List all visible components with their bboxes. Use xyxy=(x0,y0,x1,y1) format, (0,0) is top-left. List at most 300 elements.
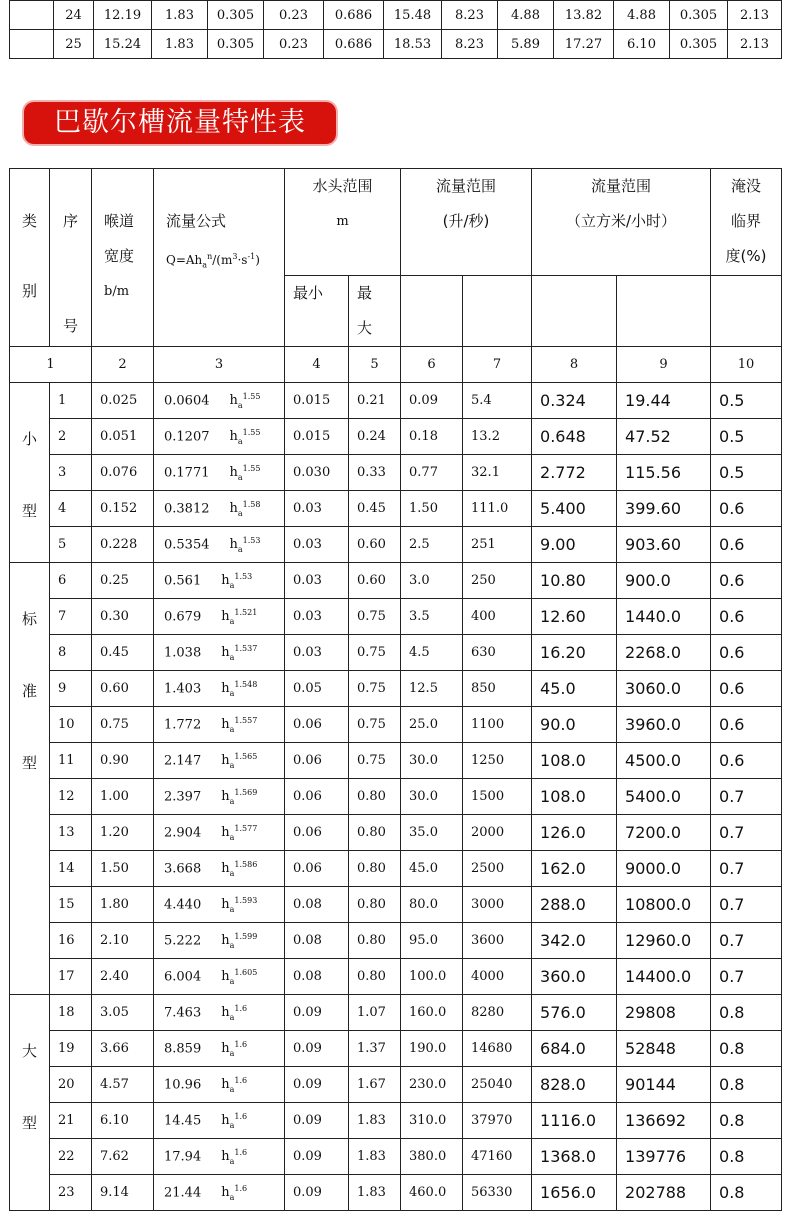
table-row xyxy=(10,455,782,491)
flow-ls-min: 100.0 xyxy=(401,959,463,995)
top-table-cell: 4.88 xyxy=(614,1,670,30)
flow-ls-max: 8280 xyxy=(463,995,532,1031)
header-category: 类 别 xyxy=(10,169,50,347)
column-number-row xyxy=(10,347,782,383)
header-head-max: 最 大 xyxy=(349,276,401,347)
top-table-cell: 12.19 xyxy=(94,1,152,30)
head-min: 0.09 xyxy=(285,1067,349,1103)
flow-ls-max: 111.0 xyxy=(463,491,532,527)
flow-m3h-max: 4500.0 xyxy=(617,743,711,779)
flow-ls-min: 12.5 xyxy=(401,671,463,707)
flow-formula: 0.1207 $h_a^{1.55}$ xyxy=(154,419,285,455)
flow-m3h-min: 108.0 xyxy=(532,743,617,779)
head-max: 0.60 xyxy=(349,527,401,563)
table-row xyxy=(10,383,782,419)
flow-formula: 5.222 $h_a^{1.599}$ xyxy=(154,923,285,959)
table-row xyxy=(10,959,782,995)
row-number: 15 xyxy=(50,887,92,923)
flow-ls-max: 850 xyxy=(463,671,532,707)
flow-ls-max: 3000 xyxy=(463,887,532,923)
table-row xyxy=(10,995,782,1031)
head-max: 0.80 xyxy=(349,887,401,923)
row-number: 7 xyxy=(50,599,92,635)
table-row xyxy=(10,1175,782,1211)
head-min: 0.09 xyxy=(285,1139,349,1175)
top-table-cell: 0.305 xyxy=(208,30,264,59)
flow-m3h-min: 45.0 xyxy=(532,671,617,707)
head-min: 0.08 xyxy=(285,923,349,959)
throat-width: 0.076 xyxy=(92,455,154,491)
throat-width: 6.10 xyxy=(92,1103,154,1139)
head-max: 0.80 xyxy=(349,959,401,995)
header-head-range: 水头范围 m xyxy=(285,169,401,276)
header-formula: 流量公式 $Q=Ah_a^n/(m^3\cdot s^{-1})$ xyxy=(154,169,285,347)
header-blank xyxy=(532,276,617,347)
flow-ls-max: 400 xyxy=(463,599,532,635)
category-cell xyxy=(10,563,50,995)
top-table-cell: 0.686 xyxy=(324,1,384,30)
flow-ls-max: 32.1 xyxy=(463,455,532,491)
flow-ls-max: 14680 xyxy=(463,1031,532,1067)
submerge-ratio: 0.7 xyxy=(711,815,782,851)
head-max: 0.75 xyxy=(349,599,401,635)
header-flow-ls: 流量范围 (升/秒) xyxy=(401,169,532,276)
throat-width: 2.40 xyxy=(92,959,154,995)
flow-formula: 0.561 $h_a^{1.53}$ xyxy=(154,563,285,599)
flow-formula: 1.772 $h_a^{1.557}$ xyxy=(154,707,285,743)
row-number: 18 xyxy=(50,995,92,1031)
flow-m3h-min: 16.20 xyxy=(532,635,617,671)
submerge-ratio: 0.8 xyxy=(711,1139,782,1175)
throat-width: 3.66 xyxy=(92,1031,154,1067)
submerge-ratio: 0.6 xyxy=(711,707,782,743)
flow-m3h-max: 3960.0 xyxy=(617,707,711,743)
flow-formula: 2.147 $h_a^{1.565}$ xyxy=(154,743,285,779)
head-min: 0.03 xyxy=(285,491,349,527)
flow-ls-min: 190.0 xyxy=(401,1031,463,1067)
head-min: 0.06 xyxy=(285,779,349,815)
flow-ls-max: 4000 xyxy=(463,959,532,995)
head-max: 0.33 xyxy=(349,455,401,491)
flow-formula: 0.0604 $h_a^{1.55}$ xyxy=(154,383,285,419)
row-number: 14 xyxy=(50,851,92,887)
head-min: 0.06 xyxy=(285,851,349,887)
flow-ls-min: 1.50 xyxy=(401,491,463,527)
flow-m3h-max: 1440.0 xyxy=(617,599,711,635)
head-max: 0.80 xyxy=(349,851,401,887)
flow-formula: 2.397 $h_a^{1.569}$ xyxy=(154,779,285,815)
flow-ls-min: 380.0 xyxy=(401,1139,463,1175)
row-number: 23 xyxy=(50,1175,92,1211)
head-min: 0.03 xyxy=(285,563,349,599)
head-min: 0.06 xyxy=(285,743,349,779)
throat-width: 0.90 xyxy=(92,743,154,779)
table-row xyxy=(10,1031,782,1067)
row-number: 9 xyxy=(50,671,92,707)
table-row xyxy=(10,707,782,743)
submerge-ratio: 0.6 xyxy=(711,527,782,563)
flow-ls-min: 0.18 xyxy=(401,419,463,455)
table-row xyxy=(10,1103,782,1139)
submerge-ratio: 0.5 xyxy=(711,455,782,491)
col-number: 3 xyxy=(154,347,285,383)
flow-m3h-max: 14400.0 xyxy=(617,959,711,995)
submerge-ratio: 0.7 xyxy=(711,887,782,923)
flow-ls-min: 230.0 xyxy=(401,1067,463,1103)
table-row xyxy=(10,671,782,707)
top-table-cell: 0.23 xyxy=(264,30,324,59)
head-max: 0.45 xyxy=(349,491,401,527)
top-table-cell: 1.83 xyxy=(152,30,208,59)
flow-ls-max: 1250 xyxy=(463,743,532,779)
flow-m3h-max: 139776 xyxy=(617,1139,711,1175)
flow-formula: 0.3812 $h_a^{1.58}$ xyxy=(154,491,285,527)
flow-m3h-max: 5400.0 xyxy=(617,779,711,815)
category-char: 标 xyxy=(21,610,37,628)
head-min: 0.03 xyxy=(285,599,349,635)
category-char: 型 xyxy=(21,1114,37,1132)
head-min: 0.015 xyxy=(285,383,349,419)
flow-formula: 21.44 $h_a^{1.6}$ xyxy=(154,1175,285,1211)
flow-ls-max: 251 xyxy=(463,527,532,563)
flow-formula: 17.94 $h_a^{1.6}$ xyxy=(154,1139,285,1175)
flow-m3h-max: 10800.0 xyxy=(617,887,711,923)
top-table-cell: 6.10 xyxy=(614,30,670,59)
header-flow-m3h: 流量范围 （立方米/小时） xyxy=(532,169,711,276)
category-char: 型 xyxy=(21,754,37,772)
submerge-ratio: 0.7 xyxy=(711,923,782,959)
submerge-ratio: 0.8 xyxy=(711,1067,782,1103)
top-table-cell: 0.686 xyxy=(324,30,384,59)
submerge-ratio: 0.6 xyxy=(711,599,782,635)
row-number: 2 xyxy=(50,419,92,455)
row-number: 10 xyxy=(50,707,92,743)
flow-m3h-min: 684.0 xyxy=(532,1031,617,1067)
flow-ls-min: 35.0 xyxy=(401,815,463,851)
head-min: 0.03 xyxy=(285,527,349,563)
flow-ls-min: 160.0 xyxy=(401,995,463,1031)
flow-m3h-max: 29808 xyxy=(617,995,711,1031)
head-max: 1.83 xyxy=(349,1139,401,1175)
top-table-cell: 13.82 xyxy=(554,1,614,30)
flow-m3h-min: 1656.0 xyxy=(532,1175,617,1211)
flow-m3h-max: 7200.0 xyxy=(617,815,711,851)
top-table-cell: 4.88 xyxy=(498,1,554,30)
throat-width: 9.14 xyxy=(92,1175,154,1211)
flow-m3h-min: 576.0 xyxy=(532,995,617,1031)
row-number: 4 xyxy=(50,491,92,527)
submerge-ratio: 0.7 xyxy=(711,959,782,995)
throat-width: 1.80 xyxy=(92,887,154,923)
category-char: 准 xyxy=(21,682,37,700)
submerge-ratio: 0.6 xyxy=(711,563,782,599)
head-max: 0.75 xyxy=(349,635,401,671)
throat-width: 1.00 xyxy=(92,779,154,815)
row-number: 8 xyxy=(50,635,92,671)
header-blank xyxy=(401,276,463,347)
head-min: 0.06 xyxy=(285,707,349,743)
flow-m3h-min: 360.0 xyxy=(532,959,617,995)
flow-m3h-min: 1116.0 xyxy=(532,1103,617,1139)
head-min: 0.03 xyxy=(285,635,349,671)
head-max: 0.75 xyxy=(349,707,401,743)
top-table-cell: 24 xyxy=(54,1,94,30)
header-submerge: 淹没 临界 度(%) xyxy=(711,169,782,276)
flow-ls-max: 25040 xyxy=(463,1067,532,1103)
submerge-ratio: 0.6 xyxy=(711,743,782,779)
flow-m3h-min: 12.60 xyxy=(532,599,617,635)
head-max: 1.67 xyxy=(349,1067,401,1103)
header-row-1 xyxy=(10,169,782,276)
flow-m3h-min: 0.324 xyxy=(532,383,617,419)
head-min: 0.08 xyxy=(285,959,349,995)
row-number: 12 xyxy=(50,779,92,815)
col-number: 6 xyxy=(401,347,463,383)
header-blank xyxy=(463,276,532,347)
flow-m3h-min: 162.0 xyxy=(532,851,617,887)
submerge-ratio: 0.6 xyxy=(711,491,782,527)
flow-ls-max: 250 xyxy=(463,563,532,599)
throat-width: 0.75 xyxy=(92,707,154,743)
table-row xyxy=(10,419,782,455)
row-number: 6 xyxy=(50,563,92,599)
head-min: 0.015 xyxy=(285,419,349,455)
head-max: 1.83 xyxy=(349,1175,401,1211)
flow-formula: 14.45 $h_a^{1.6}$ xyxy=(154,1103,285,1139)
throat-width: 1.50 xyxy=(92,851,154,887)
flow-m3h-max: 90144 xyxy=(617,1067,711,1103)
table-row xyxy=(10,1067,782,1103)
flow-m3h-max: 52848 xyxy=(617,1031,711,1067)
table-row xyxy=(10,851,782,887)
flow-ls-min: 0.09 xyxy=(401,383,463,419)
flow-m3h-max: 900.0 xyxy=(617,563,711,599)
flow-ls-max: 2000 xyxy=(463,815,532,851)
flow-characteristics-table xyxy=(9,168,782,1211)
flow-m3h-min: 2.772 xyxy=(532,455,617,491)
flow-ls-min: 25.0 xyxy=(401,707,463,743)
col-number: 5 xyxy=(349,347,401,383)
flow-m3h-min: 288.0 xyxy=(532,887,617,923)
head-max: 0.80 xyxy=(349,779,401,815)
flow-ls-min: 30.0 xyxy=(401,743,463,779)
top-table-cell: 0.23 xyxy=(264,1,324,30)
col-number: 9 xyxy=(617,347,711,383)
throat-width: 3.05 xyxy=(92,995,154,1031)
throat-width: 0.228 xyxy=(92,527,154,563)
head-max: 0.24 xyxy=(349,419,401,455)
table-row xyxy=(10,815,782,851)
row-number: 16 xyxy=(50,923,92,959)
flow-ls-max: 630 xyxy=(463,635,532,671)
col-number: 2 xyxy=(92,347,154,383)
top-table-cell: 0.305 xyxy=(670,30,728,59)
category-char: 大 xyxy=(21,1042,37,1060)
top-table-cell: 0.305 xyxy=(670,1,728,30)
flow-m3h-min: 0.648 xyxy=(532,419,617,455)
top-table-cell: 17.27 xyxy=(554,30,614,59)
flow-ls-min: 310.0 xyxy=(401,1103,463,1139)
flow-ls-min: 0.77 xyxy=(401,455,463,491)
row-number: 22 xyxy=(50,1139,92,1175)
flow-m3h-min: 828.0 xyxy=(532,1067,617,1103)
col-number: 1 xyxy=(10,347,92,383)
table-row xyxy=(10,491,782,527)
flow-formula: 7.463 $h_a^{1.6}$ xyxy=(154,995,285,1031)
throat-width: 0.152 xyxy=(92,491,154,527)
top-table-row xyxy=(10,30,782,59)
flow-m3h-max: 136692 xyxy=(617,1103,711,1139)
throat-width: 0.30 xyxy=(92,599,154,635)
head-max: 0.80 xyxy=(349,815,401,851)
flow-formula: 8.859 $h_a^{1.6}$ xyxy=(154,1031,285,1067)
category-char: 小 xyxy=(21,430,37,448)
flow-formula: 0.679 $h_a^{1.521}$ xyxy=(154,599,285,635)
row-number: 13 xyxy=(50,815,92,851)
submerge-ratio: 0.7 xyxy=(711,851,782,887)
flow-formula: 1.038 $h_a^{1.537}$ xyxy=(154,635,285,671)
row-number: 17 xyxy=(50,959,92,995)
flow-m3h-max: 12960.0 xyxy=(617,923,711,959)
col-number: 8 xyxy=(532,347,617,383)
flow-ls-max: 56330 xyxy=(463,1175,532,1211)
flow-ls-min: 3.0 xyxy=(401,563,463,599)
table-row xyxy=(10,887,782,923)
flow-ls-max: 5.4 xyxy=(463,383,532,419)
head-min: 0.030 xyxy=(285,455,349,491)
flow-ls-min: 45.0 xyxy=(401,851,463,887)
flow-m3h-max: 9000.0 xyxy=(617,851,711,887)
table-row xyxy=(10,1139,782,1175)
flow-formula: 2.904 $h_a^{1.577}$ xyxy=(154,815,285,851)
col-number: 7 xyxy=(463,347,532,383)
flow-formula: 1.403 $h_a^{1.548}$ xyxy=(154,671,285,707)
flow-ls-max: 3600 xyxy=(463,923,532,959)
top-table-cell: 8.23 xyxy=(442,1,498,30)
top-table-cell: 8.23 xyxy=(442,30,498,59)
header-blank xyxy=(711,276,782,347)
head-max: 0.75 xyxy=(349,743,401,779)
header-blank xyxy=(617,276,711,347)
head-max: 0.75 xyxy=(349,671,401,707)
table-row xyxy=(10,635,782,671)
submerge-ratio: 0.8 xyxy=(711,1103,782,1139)
head-max: 1.83 xyxy=(349,1103,401,1139)
top-table-cell: 25 xyxy=(54,30,94,59)
top-table-cell: 5.89 xyxy=(498,30,554,59)
flow-ls-min: 4.5 xyxy=(401,635,463,671)
flow-ls-min: 2.5 xyxy=(401,527,463,563)
throat-width: 0.45 xyxy=(92,635,154,671)
submerge-ratio: 0.5 xyxy=(711,383,782,419)
submerge-ratio: 0.8 xyxy=(711,1031,782,1067)
top-table-blank xyxy=(10,30,54,59)
flow-formula: 10.96 $h_a^{1.6}$ xyxy=(154,1067,285,1103)
flow-formula: 0.5354 $h_a^{1.53}$ xyxy=(154,527,285,563)
submerge-ratio: 0.5 xyxy=(711,419,782,455)
row-number: 3 xyxy=(50,455,92,491)
submerge-ratio: 0.6 xyxy=(711,635,782,671)
flow-m3h-max: 2268.0 xyxy=(617,635,711,671)
flow-ls-max: 13.2 xyxy=(463,419,532,455)
table-row xyxy=(10,563,782,599)
category-cell xyxy=(10,995,50,1211)
header-head-min: 最小 xyxy=(285,276,349,347)
top-table-cell: 2.13 xyxy=(728,1,782,30)
col-number: 4 xyxy=(285,347,349,383)
section-title: 巴歇尔槽流量特性表 xyxy=(24,102,336,144)
header-throat: 喉道 宽度 b/m xyxy=(92,169,154,347)
top-table-cell: 1.83 xyxy=(152,1,208,30)
header-seq: 序 号 xyxy=(50,169,92,347)
col-number: 10 xyxy=(711,347,782,383)
flow-m3h-max: 903.60 xyxy=(617,527,711,563)
head-min: 0.08 xyxy=(285,887,349,923)
top-table-cell: 2.13 xyxy=(728,30,782,59)
head-min: 0.06 xyxy=(285,815,349,851)
flow-m3h-max: 47.52 xyxy=(617,419,711,455)
head-max: 1.07 xyxy=(349,995,401,1031)
submerge-ratio: 0.6 xyxy=(711,671,782,707)
flow-ls-min: 95.0 xyxy=(401,923,463,959)
head-max: 0.60 xyxy=(349,563,401,599)
head-min: 0.09 xyxy=(285,995,349,1031)
flow-ls-min: 30.0 xyxy=(401,779,463,815)
head-min: 0.09 xyxy=(285,1031,349,1067)
flow-formula: 6.004 $h_a^{1.605}$ xyxy=(154,959,285,995)
head-max: 1.37 xyxy=(349,1031,401,1067)
top-table-cell: 0.305 xyxy=(208,1,264,30)
throat-width: 4.57 xyxy=(92,1067,154,1103)
table-row xyxy=(10,743,782,779)
flow-m3h-max: 115.56 xyxy=(617,455,711,491)
flow-ls-min: 3.5 xyxy=(401,599,463,635)
row-number: 5 xyxy=(50,527,92,563)
throat-width: 0.60 xyxy=(92,671,154,707)
row-number: 1 xyxy=(50,383,92,419)
flow-formula: 0.1771 $h_a^{1.55}$ xyxy=(154,455,285,491)
submerge-ratio: 0.8 xyxy=(711,995,782,1031)
flow-m3h-min: 9.00 xyxy=(532,527,617,563)
row-number: 20 xyxy=(50,1067,92,1103)
head-min: 0.09 xyxy=(285,1103,349,1139)
flow-m3h-min: 126.0 xyxy=(532,815,617,851)
throat-width: 7.62 xyxy=(92,1139,154,1175)
flow-m3h-max: 202788 xyxy=(617,1175,711,1211)
head-min: 0.05 xyxy=(285,671,349,707)
category-char: 型 xyxy=(21,502,37,520)
throat-width: 0.025 xyxy=(92,383,154,419)
throat-width: 0.25 xyxy=(92,563,154,599)
table-row xyxy=(10,527,782,563)
flow-m3h-max: 399.60 xyxy=(617,491,711,527)
flow-ls-max: 1100 xyxy=(463,707,532,743)
top-table-row xyxy=(10,1,782,30)
flow-ls-max: 2500 xyxy=(463,851,532,887)
flow-m3h-max: 3060.0 xyxy=(617,671,711,707)
flow-ls-min: 80.0 xyxy=(401,887,463,923)
table-row xyxy=(10,599,782,635)
flow-m3h-min: 342.0 xyxy=(532,923,617,959)
row-number: 11 xyxy=(50,743,92,779)
flow-m3h-max: 19.44 xyxy=(617,383,711,419)
throat-width: 2.10 xyxy=(92,923,154,959)
top-table-blank xyxy=(10,1,54,30)
flow-m3h-min: 10.80 xyxy=(532,563,617,599)
category-cell xyxy=(10,383,50,563)
head-max: 0.80 xyxy=(349,923,401,959)
submerge-ratio: 0.8 xyxy=(711,1175,782,1211)
